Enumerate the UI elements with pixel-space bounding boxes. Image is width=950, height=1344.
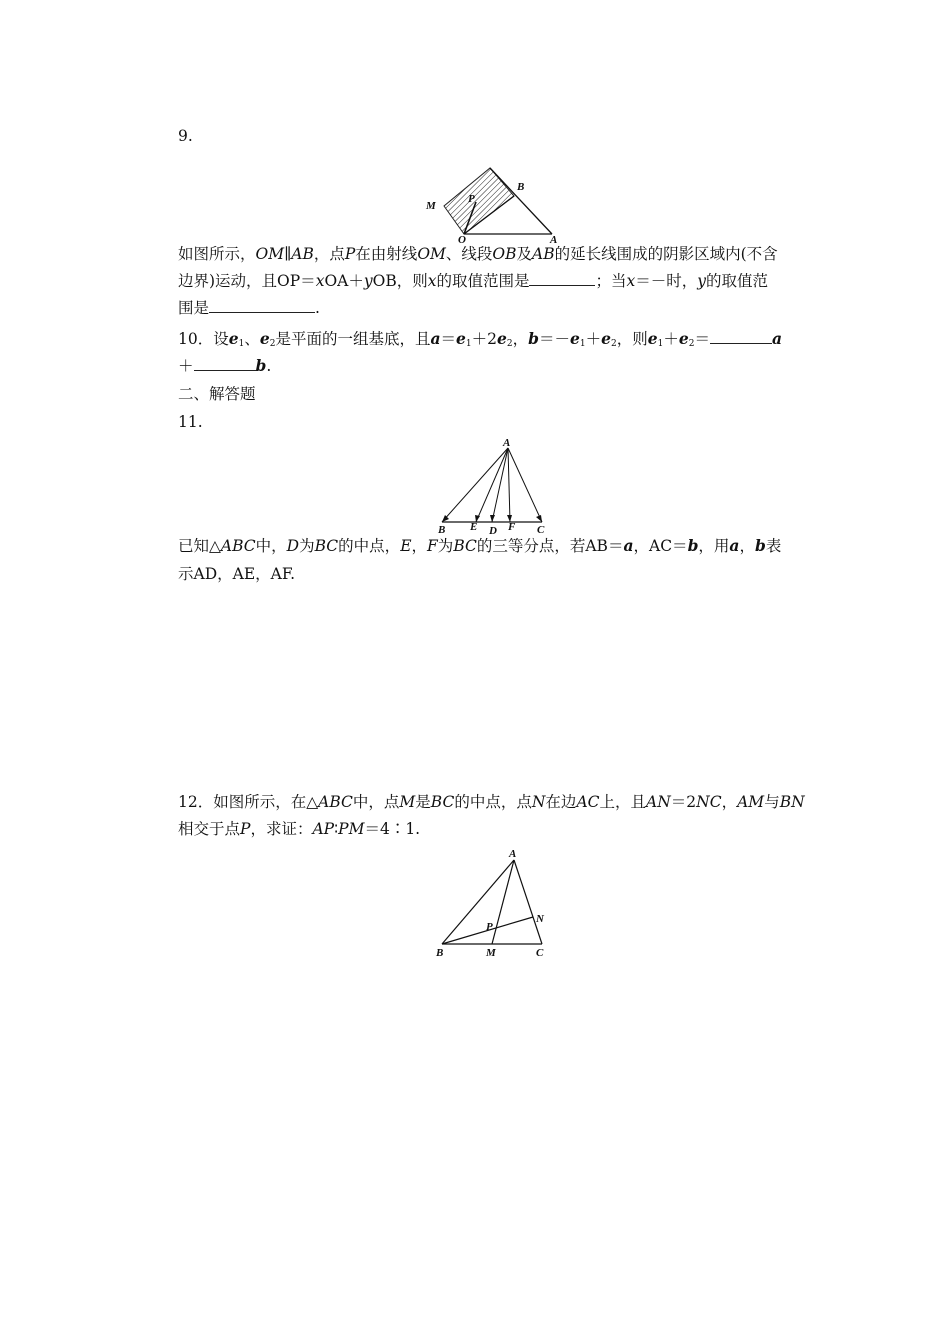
q12-label-N: N	[536, 913, 544, 925]
q9-label-B: B	[517, 181, 525, 193]
q12-label-A: A	[509, 848, 517, 860]
q12-label-M: M	[486, 947, 496, 959]
q11-label-A: A	[503, 437, 511, 449]
q9-label-A: A	[550, 234, 558, 246]
q11-label-E: E	[470, 521, 478, 533]
q12-figure	[432, 846, 558, 960]
q9-text-line1: 如图所示，OM∥AB，点P在由射线OM、线段OB及AB的延长线围成的阴影区域内(不含	[178, 245, 778, 263]
q12-label-B: B	[436, 947, 444, 959]
q9-label-O: O	[458, 234, 466, 246]
q10-blank-1[interactable]	[710, 329, 772, 344]
q11-figure	[430, 436, 560, 536]
q9-text-line2: 边界)运动，且OP＝xOA＋yOB，则x的取值范围是 ；当x＝－时，y的取值范	[178, 272, 769, 290]
section-heading: 二、解答题	[178, 385, 256, 403]
q11-number: 11.	[178, 413, 203, 431]
q9-label-M: M	[426, 200, 436, 212]
q11-label-B: B	[438, 524, 446, 536]
q9-blank-1[interactable]	[529, 271, 595, 286]
q9-blank-2[interactable]	[209, 298, 315, 313]
q12-text-line2: 相交于点P，求证：AP∶PM＝4∶1.	[178, 820, 421, 838]
q12-text-line1: 12．如图所示，在△ABC中，点M是BC的中点，点N在边AC上，且AN＝2NC，AM与BN	[178, 793, 805, 811]
q11-label-C: C	[537, 524, 545, 536]
q12-label-P: P	[486, 921, 493, 933]
q9-figure	[420, 160, 570, 246]
q11-text-line2: 示AD，AE，AF.	[178, 565, 296, 583]
q10-text-line1: 10．设$e_1$、$e_2$是平面的一组基底，且$a=e_1+2e_2$，$b=-e_1+e_2$，则$e_1+e_2= a$	[178, 329, 783, 349]
q12-label-C: C	[536, 947, 544, 959]
q10-text-line2: ＋ b.	[178, 356, 272, 375]
q11-label-F: F	[508, 521, 516, 533]
q9-number: 9.	[178, 127, 193, 145]
q11-text-line1: 已知△ABC中，D为BC的中点，E，F为BC的三等分点，若AB＝a，AC＝b，用a，b表	[178, 536, 782, 555]
q9-label-P: P	[468, 193, 475, 205]
q9-text-line3: 围是 .	[178, 299, 320, 317]
q10-blank-2[interactable]	[194, 356, 256, 371]
q11-label-D: D	[489, 525, 497, 537]
